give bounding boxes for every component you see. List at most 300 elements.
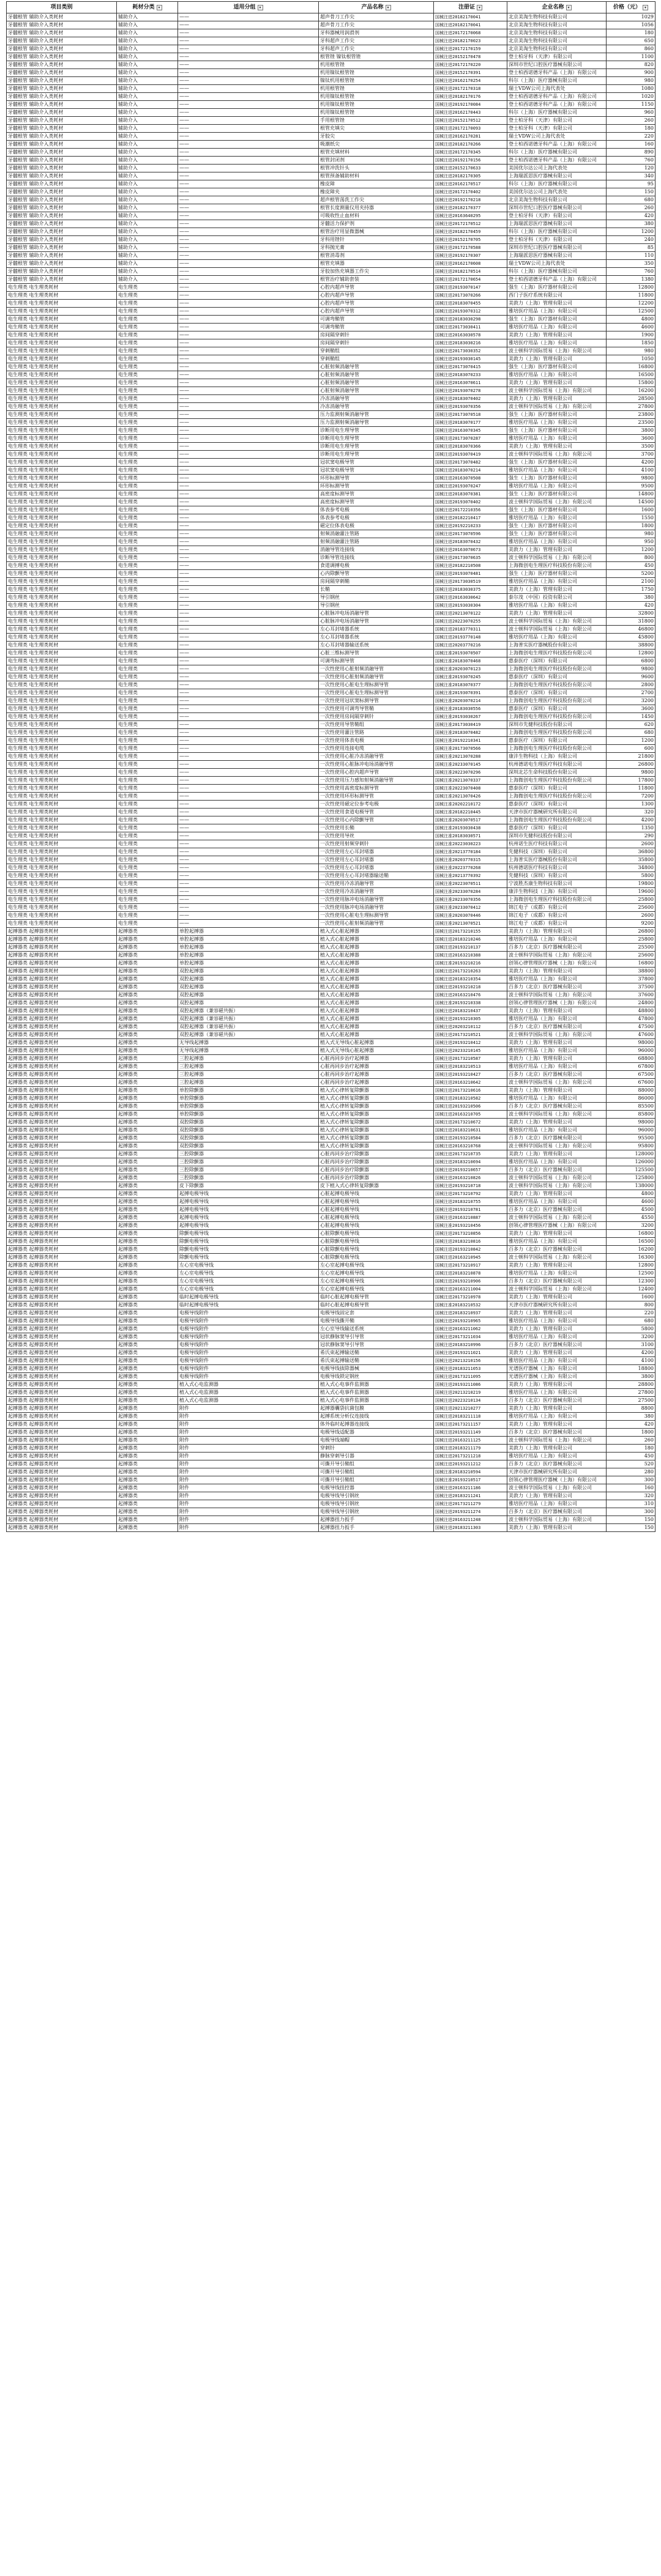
cell-consumable-class[interactable]: 电生理类 bbox=[117, 777, 178, 785]
cell-product-name[interactable]: 根管冲洗针头 bbox=[319, 165, 434, 172]
cell-price[interactable]: 38800 bbox=[607, 968, 655, 975]
cell-price[interactable]: 9800 bbox=[607, 475, 655, 483]
cell-company-name[interactable]: 百多力（北京）医疗器械有限公司 bbox=[507, 1023, 607, 1031]
cell-registration-cert[interactable]: 国械注进20162170443 bbox=[434, 109, 507, 117]
cell-price[interactable]: 760 bbox=[607, 157, 655, 165]
cell-price[interactable]: 1100 bbox=[607, 53, 655, 61]
cell-consumable-class[interactable]: 辅助介入 bbox=[117, 228, 178, 236]
cell-price[interactable]: 19800 bbox=[607, 880, 655, 888]
cell-project-category[interactable]: 起搏器类 起搏器类耗材 bbox=[7, 928, 117, 936]
cell-project-category[interactable]: 起搏器类 起搏器类耗材 bbox=[7, 944, 117, 952]
cell-product-name[interactable]: 吸潮纸尖 bbox=[319, 141, 434, 149]
cell-company-name[interactable]: 百多力（北京）医疗器械有限公司 bbox=[507, 1508, 607, 1516]
cell-project-category[interactable]: 电生理类 电生理类耗材 bbox=[7, 705, 117, 713]
cell-applicable-group[interactable]: 附件 bbox=[178, 1460, 319, 1468]
cell-applicable-group[interactable]: 起搏电极导线 bbox=[178, 1206, 319, 1214]
cell-company-name[interactable]: 波士顿科学国际贸易（上海）有限公司 bbox=[507, 626, 607, 634]
cell-project-category[interactable]: 起搏器类 起搏器类耗材 bbox=[7, 1437, 117, 1445]
cell-price[interactable]: 128000 bbox=[607, 1150, 655, 1158]
cell-price[interactable]: 900 bbox=[607, 69, 655, 77]
cell-registration-cert[interactable]: 国械注准20193030267 bbox=[434, 713, 507, 721]
cell-project-category[interactable]: 起搏器类 起搏器类耗材 bbox=[7, 1134, 117, 1142]
cell-product-name[interactable]: 牙髓活力保护剂 bbox=[319, 220, 434, 228]
cell-registration-cert[interactable]: 国械注进20173210735 bbox=[434, 1150, 507, 1158]
cell-consumable-class[interactable]: 电生理类 bbox=[117, 626, 178, 634]
cell-registration-cert[interactable]: 国械注进20183211241 bbox=[434, 1492, 507, 1500]
cell-consumable-class[interactable]: 辅助介入 bbox=[117, 53, 178, 61]
cell-consumable-class[interactable]: 辅助介入 bbox=[117, 133, 178, 141]
cell-product-name[interactable]: 植入式心电事件监测器 bbox=[319, 1389, 434, 1397]
cell-company-name[interactable]: 强生（上海）医疗器材有限公司 bbox=[507, 459, 607, 467]
cell-price[interactable]: 1550 bbox=[607, 514, 655, 522]
cell-price[interactable]: 150 bbox=[607, 188, 655, 196]
cell-consumable-class[interactable]: 辅助介入 bbox=[117, 252, 178, 260]
cell-project-category[interactable]: 起搏器类 起搏器类耗材 bbox=[7, 1333, 117, 1341]
cell-applicable-group[interactable]: —— bbox=[178, 93, 319, 101]
cell-applicable-group[interactable]: 单腔除颤器 bbox=[178, 1103, 319, 1111]
cell-product-name[interactable]: 根管消毒剂 bbox=[319, 252, 434, 260]
cell-consumable-class[interactable]: 辅助介入 bbox=[117, 157, 178, 165]
cell-consumable-class[interactable]: 电生理类 bbox=[117, 514, 178, 522]
cell-company-name[interactable]: 北京美淘生物科技有限公司 bbox=[507, 29, 607, 37]
cell-company-name[interactable]: 科尔（上海）医疗器械有限公司 bbox=[507, 77, 607, 85]
cell-registration-cert[interactable]: 国械注准20193210338 bbox=[434, 999, 507, 1007]
cell-registration-cert[interactable]: 国械注进20162170254 bbox=[434, 77, 507, 85]
cell-registration-cert[interactable]: 国械注进20183070366 bbox=[434, 443, 507, 451]
cell-registration-cert[interactable]: 国械注进20163210768 bbox=[434, 1142, 507, 1150]
cell-consumable-class[interactable]: 电生理类 bbox=[117, 554, 178, 562]
cell-product-name[interactable]: 机用镍钛根管锉 bbox=[319, 109, 434, 117]
cell-registration-cert[interactable]: 国械注进20163211125 bbox=[434, 1437, 507, 1445]
cell-price[interactable]: 15800 bbox=[607, 379, 655, 387]
cell-project-category[interactable]: 电生理类 电生理类耗材 bbox=[7, 483, 117, 490]
cell-project-category[interactable]: 电生理类 电生理类耗材 bbox=[7, 538, 117, 546]
cell-applicable-group[interactable]: 单腔起搏器 bbox=[178, 928, 319, 936]
cell-applicable-group[interactable]: 电极导线附件 bbox=[178, 1357, 319, 1365]
filter-dropdown-icon[interactable]: ▾ bbox=[566, 5, 572, 10]
cell-product-name[interactable]: 电极导线导引钢丝 bbox=[319, 1508, 434, 1516]
cell-registration-cert[interactable]: 国械注进20173210587 bbox=[434, 1055, 507, 1063]
cell-product-name[interactable]: 心内除颤导管 bbox=[319, 570, 434, 578]
cell-consumable-class[interactable]: 电生理类 bbox=[117, 363, 178, 371]
cell-price[interactable]: 24800 bbox=[607, 999, 655, 1007]
cell-company-name[interactable]: 雅培医疗用品（上海）有限公司 bbox=[507, 1500, 607, 1508]
cell-applicable-group[interactable]: —— bbox=[178, 69, 319, 77]
cell-applicable-group[interactable]: 起搏电极导线 bbox=[178, 1214, 319, 1222]
cell-applicable-group[interactable]: —— bbox=[178, 157, 319, 165]
cell-product-name[interactable]: 心脏再同步治疗起搏器 bbox=[319, 1079, 434, 1087]
cell-price[interactable]: 4550 bbox=[607, 1214, 655, 1222]
cell-consumable-class[interactable]: 电生理类 bbox=[117, 562, 178, 570]
cell-company-name[interactable]: 惠泰医疗（深圳）有限公司 bbox=[507, 737, 607, 745]
cell-project-category[interactable]: 电生理类 电生理类耗材 bbox=[7, 872, 117, 880]
cell-project-category[interactable]: 起搏器类 起搏器类耗材 bbox=[7, 1421, 117, 1429]
cell-project-category[interactable]: 电生理类 电生理类耗材 bbox=[7, 387, 117, 395]
cell-company-name[interactable]: 美敦力（上海）管理有限公司 bbox=[507, 355, 607, 363]
cell-applicable-group[interactable]: —— bbox=[178, 451, 319, 459]
cell-project-category[interactable]: 电生理类 电生理类耗材 bbox=[7, 602, 117, 610]
cell-consumable-class[interactable]: 电生理类 bbox=[117, 793, 178, 801]
cell-registration-cert[interactable]: 国械注进20193211212 bbox=[434, 1460, 507, 1468]
cell-product-name[interactable]: 可调弯标测导管 bbox=[319, 657, 434, 665]
cell-registration-cert[interactable]: 国械注进20182170377 bbox=[434, 204, 507, 212]
cell-price[interactable]: 47600 bbox=[607, 1031, 655, 1039]
cell-price[interactable]: 1800 bbox=[607, 1429, 655, 1437]
cell-company-name[interactable]: 美敦力（上海）管理有限公司 bbox=[507, 586, 607, 594]
cell-consumable-class[interactable]: 电生理类 bbox=[117, 634, 178, 642]
cell-product-name[interactable]: 植入式心脏起搏器 bbox=[319, 1015, 434, 1023]
cell-consumable-class[interactable]: 电生理类 bbox=[117, 705, 178, 713]
cell-consumable-class[interactable]: 起搏器类 bbox=[117, 1174, 178, 1182]
cell-consumable-class[interactable]: 电生理类 bbox=[117, 459, 178, 467]
cell-applicable-group[interactable]: —— bbox=[178, 832, 319, 840]
cell-applicable-group[interactable]: —— bbox=[178, 753, 319, 761]
cell-price[interactable]: 180 bbox=[607, 125, 655, 133]
cell-price[interactable]: 95500 bbox=[607, 1134, 655, 1142]
cell-project-category[interactable]: 电生理类 电生理类耗材 bbox=[7, 618, 117, 626]
cell-project-category[interactable]: 牙髓根管 辅助介入类耗材 bbox=[7, 157, 117, 165]
cell-applicable-group[interactable]: 三腔起搏器 bbox=[178, 1071, 319, 1079]
cell-company-name[interactable]: 雅培医疗用品（上海）有限公司 bbox=[507, 483, 607, 490]
cell-registration-cert[interactable]: 国械注准20183210594 bbox=[434, 1468, 507, 1476]
cell-price[interactable]: 4200 bbox=[607, 459, 655, 467]
cell-applicable-group[interactable]: —— bbox=[178, 785, 319, 793]
cell-consumable-class[interactable]: 电生理类 bbox=[117, 411, 178, 419]
cell-product-name[interactable]: 导引钢丝 bbox=[319, 602, 434, 610]
cell-consumable-class[interactable]: 起搏器类 bbox=[117, 1238, 178, 1246]
cell-project-category[interactable]: 起搏器类 起搏器类耗材 bbox=[7, 1055, 117, 1063]
cell-price[interactable]: 5800 bbox=[607, 872, 655, 880]
cell-price[interactable]: 1900 bbox=[607, 331, 655, 339]
cell-product-name[interactable]: 超声根管荡洗工作尖 bbox=[319, 196, 434, 204]
cell-project-category[interactable]: 起搏器类 起搏器类耗材 bbox=[7, 1429, 117, 1437]
cell-price[interactable]: 3800 bbox=[607, 1373, 655, 1381]
cell-consumable-class[interactable]: 电生理类 bbox=[117, 832, 178, 840]
cell-project-category[interactable]: 起搏器类 起搏器类耗材 bbox=[7, 1516, 117, 1524]
cell-product-name[interactable]: 心脏再同步治疗起搏器 bbox=[319, 1055, 434, 1063]
cell-product-name[interactable]: 希氏束起搏输送鞘 bbox=[319, 1357, 434, 1365]
cell-project-category[interactable]: 起搏器类 起搏器类耗材 bbox=[7, 1325, 117, 1333]
cell-registration-cert[interactable]: 国械注准20202210172 bbox=[434, 801, 507, 809]
cell-registration-cert[interactable]: 国械注准20223770268 bbox=[434, 864, 507, 872]
cell-consumable-class[interactable]: 辅助介入 bbox=[117, 212, 178, 220]
cell-company-name[interactable]: 波士顿科学国际贸易（上海）有限公司 bbox=[507, 451, 607, 459]
cell-product-name[interactable]: 超声骨刀工作尖 bbox=[319, 13, 434, 21]
cell-product-name[interactable]: 左心耳封堵器输送系统 bbox=[319, 642, 434, 650]
cell-applicable-group[interactable]: 双腔起搏器（兼容磁共振） bbox=[178, 1015, 319, 1023]
cell-applicable-group[interactable]: —— bbox=[178, 212, 319, 220]
cell-project-category[interactable]: 电生理类 电生理类耗材 bbox=[7, 824, 117, 832]
cell-applicable-group[interactable]: 单腔起搏器 bbox=[178, 960, 319, 968]
cell-company-name[interactable]: 美敦力（上海）管理有限公司 bbox=[507, 968, 607, 975]
cell-company-name[interactable]: 美敦力（上海）管理有限公司 bbox=[507, 1087, 607, 1095]
cell-applicable-group[interactable]: —— bbox=[178, 244, 319, 252]
cell-product-name[interactable]: 心脏起搏电极导线 bbox=[319, 1190, 434, 1198]
cell-price[interactable]: 16800 bbox=[607, 1230, 655, 1238]
cell-applicable-group[interactable]: —— bbox=[178, 45, 319, 53]
cell-product-name[interactable]: 植入式心律转复除颤器 bbox=[319, 1127, 434, 1134]
cell-consumable-class[interactable]: 电生理类 bbox=[117, 371, 178, 379]
cell-registration-cert[interactable]: 国械注进20172210356 bbox=[434, 506, 507, 514]
cell-applicable-group[interactable]: —— bbox=[178, 459, 319, 467]
cell-registration-cert[interactable]: 国械注准20223030223 bbox=[434, 840, 507, 848]
cell-product-name[interactable]: 一次性使用冠状窦标测导管 bbox=[319, 697, 434, 705]
cell-price[interactable]: 26800 bbox=[607, 928, 655, 936]
cell-consumable-class[interactable]: 辅助介入 bbox=[117, 13, 178, 21]
cell-project-category[interactable]: 电生理类 电生理类耗材 bbox=[7, 769, 117, 777]
cell-company-name[interactable]: 登士柏牙科（天津）有限公司 bbox=[507, 53, 607, 61]
cell-project-category[interactable]: 起搏器类 起搏器类耗材 bbox=[7, 1071, 117, 1079]
cell-consumable-class[interactable]: 电生理类 bbox=[117, 546, 178, 554]
cell-consumable-class[interactable]: 辅助介入 bbox=[117, 204, 178, 212]
cell-product-name[interactable]: 射频消融灌注管路 bbox=[319, 530, 434, 538]
cell-product-name[interactable]: 牙科超声工作尖 bbox=[319, 37, 434, 45]
cell-company-name[interactable]: 上海普实医疗器械股份有限公司 bbox=[507, 642, 607, 650]
cell-consumable-class[interactable]: 辅助介入 bbox=[117, 77, 178, 85]
cell-product-name[interactable]: 机用镍钛根管锉 bbox=[319, 69, 434, 77]
cell-project-category[interactable]: 电生理类 电生理类耗材 bbox=[7, 379, 117, 387]
cell-registration-cert[interactable]: 国械注进20162170608 bbox=[434, 260, 507, 268]
cell-project-category[interactable]: 起搏器类 起搏器类耗材 bbox=[7, 1103, 117, 1111]
cell-company-name[interactable]: 创领心律管理医疗器械（上海）有限公司 bbox=[507, 1222, 607, 1230]
cell-project-category[interactable]: 电生理类 电生理类耗材 bbox=[7, 912, 117, 920]
cell-company-name[interactable]: 强生（上海）医疗器材有限公司 bbox=[507, 427, 607, 435]
cell-registration-cert[interactable]: 国械注进20172170345 bbox=[434, 149, 507, 157]
cell-company-name[interactable]: 强生（上海）医疗器材有限公司 bbox=[507, 490, 607, 498]
cell-company-name[interactable]: 雅培医疗用品（上海）有限公司 bbox=[507, 1063, 607, 1071]
cell-registration-cert[interactable]: 国械注进20193210842 bbox=[434, 1246, 507, 1254]
cell-consumable-class[interactable]: 辅助介入 bbox=[117, 45, 178, 53]
cell-project-category[interactable]: 牙髓根管 辅助介入类耗材 bbox=[7, 212, 117, 220]
cell-price[interactable]: 95800 bbox=[607, 1142, 655, 1150]
cell-registration-cert[interactable]: 国械注进20182170023 bbox=[434, 37, 507, 45]
cell-product-name[interactable]: 一次性使用左心耳封堵器 bbox=[319, 856, 434, 864]
cell-product-name[interactable]: 一次性使用可调弯导管鞘 bbox=[319, 705, 434, 713]
cell-price[interactable]: 85500 bbox=[607, 1103, 655, 1111]
cell-registration-cert[interactable]: 国械注进20193210412 bbox=[434, 1039, 507, 1047]
cell-project-category[interactable]: 电生理类 电生理类耗材 bbox=[7, 753, 117, 761]
cell-product-name[interactable]: 植入式无导线心脏起搏器 bbox=[319, 1039, 434, 1047]
cell-applicable-group[interactable]: 植入式心电监测器 bbox=[178, 1397, 319, 1405]
cell-company-name[interactable]: 登士柏牙科（天津）有限公司 bbox=[507, 236, 607, 244]
cell-product-name[interactable]: 根管长度测量仪用夹持器 bbox=[319, 204, 434, 212]
cell-registration-cert[interactable]: 国械注进20203210112 bbox=[434, 1023, 507, 1031]
cell-company-name[interactable]: 科尔（上海）医疗器械有限公司 bbox=[507, 268, 607, 276]
cell-consumable-class[interactable]: 辅助介入 bbox=[117, 220, 178, 228]
cell-company-name[interactable]: 强生（上海）医疗器材有限公司 bbox=[507, 530, 607, 538]
cell-consumable-class[interactable]: 起搏器类 bbox=[117, 1397, 178, 1405]
cell-company-name[interactable]: 波士顿科学国际贸易（上海）有限公司 bbox=[507, 618, 607, 626]
cell-project-category[interactable]: 牙髓根管 辅助介入类耗材 bbox=[7, 276, 117, 284]
cell-project-category[interactable]: 电生理类 电生理类耗材 bbox=[7, 737, 117, 745]
cell-applicable-group[interactable]: 附件 bbox=[178, 1437, 319, 1445]
cell-registration-cert[interactable]: 国械注进20183070432 bbox=[434, 538, 507, 546]
cell-registration-cert[interactable]: 国械注进20193210305 bbox=[434, 1015, 507, 1023]
cell-project-category[interactable]: 电生理类 电生理类耗材 bbox=[7, 801, 117, 809]
cell-project-category[interactable]: 起搏器类 起搏器类耗材 bbox=[7, 1508, 117, 1516]
cell-price[interactable]: 860 bbox=[607, 45, 655, 53]
cell-consumable-class[interactable]: 电生理类 bbox=[117, 355, 178, 363]
cell-price[interactable]: 9500 bbox=[607, 483, 655, 490]
cell-registration-cert[interactable]: 国械注进20193211086 bbox=[434, 1381, 507, 1389]
cell-price[interactable]: 8800 bbox=[607, 1405, 655, 1413]
cell-applicable-group[interactable]: —— bbox=[178, 514, 319, 522]
cell-consumable-class[interactable]: 起搏器类 bbox=[117, 1508, 178, 1516]
cell-applicable-group[interactable]: 左心室电极导线 bbox=[178, 1270, 319, 1278]
cell-company-name[interactable]: 美敦力（上海）管理有限公司 bbox=[507, 1325, 607, 1333]
cell-product-name[interactable]: 一次性使用导管鞘组 bbox=[319, 721, 434, 729]
cell-applicable-group[interactable]: 附件 bbox=[178, 1492, 319, 1500]
cell-company-name[interactable]: 波士顿科学国际贸易（上海）有限公司 bbox=[507, 347, 607, 355]
cell-company-name[interactable]: 美敦力（上海）管理有限公司 bbox=[507, 1349, 607, 1357]
cell-product-name[interactable]: 心脏再同步治疗除颤器 bbox=[319, 1174, 434, 1182]
cell-consumable-class[interactable]: 起搏器类 bbox=[117, 1325, 178, 1333]
cell-price[interactable]: 220 bbox=[607, 133, 655, 141]
cell-price[interactable]: 680 bbox=[607, 1317, 655, 1325]
cell-price[interactable]: 4200 bbox=[607, 816, 655, 824]
cell-company-name[interactable]: 雅培医疗用品（上海）有限公司 bbox=[507, 1389, 607, 1397]
cell-applicable-group[interactable]: 双腔起搏器（兼容磁共振） bbox=[178, 1031, 319, 1039]
cell-price[interactable]: 420 bbox=[607, 1421, 655, 1429]
cell-consumable-class[interactable]: 起搏器类 bbox=[117, 1127, 178, 1134]
cell-product-name[interactable]: 心脏除颤电极导线 bbox=[319, 1246, 434, 1254]
cell-consumable-class[interactable]: 电生理类 bbox=[117, 292, 178, 300]
cell-project-category[interactable]: 起搏器类 起搏器类耗材 bbox=[7, 1198, 117, 1206]
cell-product-name[interactable]: 植入式心脏起搏器 bbox=[319, 1007, 434, 1015]
cell-company-name[interactable]: 雅培医疗用品（上海）有限公司 bbox=[507, 1333, 607, 1341]
cell-price[interactable]: 12300 bbox=[607, 1278, 655, 1286]
cell-project-category[interactable]: 牙髓根管 辅助介入类耗材 bbox=[7, 180, 117, 188]
cell-project-category[interactable]: 电生理类 电生理类耗材 bbox=[7, 490, 117, 498]
cell-applicable-group[interactable]: 起搏电极导线 bbox=[178, 1190, 319, 1198]
cell-registration-cert[interactable]: 国械注进20182170041 bbox=[434, 13, 507, 21]
cell-consumable-class[interactable]: 电生理类 bbox=[117, 387, 178, 395]
cell-product-name[interactable]: 植入式心电事件监测器 bbox=[319, 1381, 434, 1389]
cell-consumable-class[interactable]: 起搏器类 bbox=[117, 1206, 178, 1214]
cell-company-name[interactable]: 先健科技（深圳）有限公司 bbox=[507, 872, 607, 880]
cell-product-name[interactable]: 心腔内超声导管 bbox=[319, 308, 434, 316]
cell-project-category[interactable]: 起搏器类 起搏器类耗材 bbox=[7, 960, 117, 968]
cell-product-name[interactable]: 心脏起搏电极导线 bbox=[319, 1206, 434, 1214]
cell-consumable-class[interactable]: 电生理类 bbox=[117, 610, 178, 618]
cell-price[interactable]: 150 bbox=[607, 1516, 655, 1524]
cell-consumable-class[interactable]: 起搏器类 bbox=[117, 1468, 178, 1476]
cell-consumable-class[interactable]: 辅助介入 bbox=[117, 29, 178, 37]
cell-price[interactable]: 3200 bbox=[607, 697, 655, 705]
cell-price[interactable]: 18800 bbox=[607, 1365, 655, 1373]
cell-consumable-class[interactable]: 电生理类 bbox=[117, 594, 178, 602]
cell-price[interactable]: 3800 bbox=[607, 427, 655, 435]
cell-price[interactable]: 3700 bbox=[607, 451, 655, 459]
cell-price[interactable]: 2600 bbox=[607, 840, 655, 848]
cell-registration-cert[interactable]: 国械注进20183210354 bbox=[434, 975, 507, 983]
cell-registration-cert[interactable]: 国械注进20182170176 bbox=[434, 93, 507, 101]
cell-product-name[interactable]: 电极导线导引钢丝 bbox=[319, 1492, 434, 1500]
cell-company-name[interactable]: 美敦力（上海）管理有限公司 bbox=[507, 1007, 607, 1015]
cell-applicable-group[interactable]: —— bbox=[178, 586, 319, 594]
cell-company-name[interactable]: 锦江电子（成都）有限公司 bbox=[507, 904, 607, 912]
cell-applicable-group[interactable]: 双腔起搏器 bbox=[178, 983, 319, 991]
cell-registration-cert[interactable]: 国械注进20152170391 bbox=[434, 69, 507, 77]
cell-project-category[interactable]: 起搏器类 起搏器类耗材 bbox=[7, 1222, 117, 1230]
cell-project-category[interactable]: 牙髓根管 辅助介入类耗材 bbox=[7, 29, 117, 37]
cell-consumable-class[interactable]: 起搏器类 bbox=[117, 983, 178, 991]
cell-price[interactable]: 3200 bbox=[607, 1333, 655, 1341]
cell-applicable-group[interactable]: —— bbox=[178, 618, 319, 626]
cell-product-name[interactable]: 植入式无导线心脏起搏器 bbox=[319, 1047, 434, 1055]
cell-registration-cert[interactable]: 国械注进20183030216 bbox=[434, 339, 507, 347]
cell-project-category[interactable]: 电生理类 电生理类耗材 bbox=[7, 785, 117, 793]
cell-project-category[interactable]: 电生理类 电生理类耗材 bbox=[7, 347, 117, 355]
cell-registration-cert[interactable]: 国械注进20163210388 bbox=[434, 952, 507, 960]
cell-consumable-class[interactable]: 电生理类 bbox=[117, 721, 178, 729]
cell-company-name[interactable]: 美敦力（上海）管理有限公司 bbox=[507, 1119, 607, 1127]
cell-applicable-group[interactable]: —— bbox=[178, 292, 319, 300]
cell-product-name[interactable]: 牙胶尖 bbox=[319, 133, 434, 141]
cell-company-name[interactable]: 美敦力（上海）管理有限公司 bbox=[507, 1309, 607, 1317]
cell-price[interactable]: 98000 bbox=[607, 1039, 655, 1047]
cell-consumable-class[interactable]: 起搏器类 bbox=[117, 1500, 178, 1508]
cell-project-category[interactable]: 起搏器类 起搏器类耗材 bbox=[7, 1389, 117, 1397]
cell-project-category[interactable]: 起搏器类 起搏器类耗材 bbox=[7, 1357, 117, 1365]
cell-registration-cert[interactable]: 国械注准20192210341 bbox=[434, 737, 507, 745]
cell-registration-cert[interactable]: 国械注准20213770184 bbox=[434, 848, 507, 856]
cell-company-name[interactable]: 波士顿科学国际贸易（上海）有限公司 bbox=[507, 1031, 607, 1039]
cell-applicable-group[interactable]: —— bbox=[178, 610, 319, 618]
cell-price[interactable]: 1600 bbox=[607, 1294, 655, 1301]
cell-consumable-class[interactable]: 起搏器类 bbox=[117, 975, 178, 983]
cell-registration-cert[interactable]: 国械注进20183210437 bbox=[434, 1007, 507, 1015]
cell-registration-cert[interactable]: 国械注进20173210263 bbox=[434, 968, 507, 975]
cell-applicable-group[interactable]: —— bbox=[178, 912, 319, 920]
cell-product-name[interactable]: 心脏脉冲电场消融导管 bbox=[319, 610, 434, 618]
cell-product-name[interactable]: 可撕开导引鞘组 bbox=[319, 1468, 434, 1476]
cell-registration-cert[interactable]: 国械注进20183210755 bbox=[434, 1198, 507, 1206]
cell-registration-cert[interactable]: 国械注进20183210816 bbox=[434, 1238, 507, 1246]
cell-consumable-class[interactable]: 电生理类 bbox=[117, 745, 178, 753]
cell-registration-cert[interactable]: 国械注进20213210219 bbox=[434, 1389, 507, 1397]
cell-applicable-group[interactable]: —— bbox=[178, 324, 319, 331]
cell-company-name[interactable]: 科尔（上海）医疗器械有限公司 bbox=[507, 228, 607, 236]
cell-company-name[interactable]: 强生（上海）医疗器材有限公司 bbox=[507, 411, 607, 419]
cell-project-category[interactable]: 起搏器类 起搏器类耗材 bbox=[7, 1453, 117, 1460]
cell-registration-cert[interactable]: 国械注进20163211248 bbox=[434, 1516, 507, 1524]
cell-product-name[interactable]: 植入式心脏起搏器 bbox=[319, 983, 434, 991]
cell-price[interactable]: 45800 bbox=[607, 634, 655, 642]
cell-consumable-class[interactable]: 电生理类 bbox=[117, 665, 178, 673]
cell-product-name[interactable]: 压力监测射频消融导管 bbox=[319, 419, 434, 427]
cell-project-category[interactable]: 电生理类 电生理类耗材 bbox=[7, 451, 117, 459]
cell-project-category[interactable]: 电生理类 电生理类耗材 bbox=[7, 793, 117, 801]
cell-price[interactable]: 3600 bbox=[607, 705, 655, 713]
cell-project-category[interactable]: 电生理类 电生理类耗材 bbox=[7, 848, 117, 856]
cell-registration-cert[interactable]: 国械注进20193070312 bbox=[434, 308, 507, 316]
cell-consumable-class[interactable]: 起搏器类 bbox=[117, 1389, 178, 1397]
filter-dropdown-icon[interactable]: ▾ bbox=[643, 5, 648, 10]
cell-product-name[interactable]: 植入式心律转复除颤器 bbox=[319, 1142, 434, 1150]
cell-project-category[interactable]: 牙髓根管 辅助介入类耗材 bbox=[7, 117, 117, 125]
cell-product-name[interactable]: 冷冻消融导管 bbox=[319, 403, 434, 411]
cell-company-name[interactable]: 强生（上海）医疗器材有限公司 bbox=[507, 284, 607, 292]
cell-applicable-group[interactable]: —— bbox=[178, 594, 319, 602]
cell-consumable-class[interactable]: 辅助介入 bbox=[117, 236, 178, 244]
cell-registration-cert[interactable]: 国械注进20183070214 bbox=[434, 467, 507, 475]
cell-price[interactable]: 3600 bbox=[607, 435, 655, 443]
cell-product-name[interactable]: 植入式心脏起搏器 bbox=[319, 952, 434, 960]
cell-product-name[interactable]: 心脏起搏电极导线 bbox=[319, 1198, 434, 1206]
cell-registration-cert[interactable]: 国械注进20183211118 bbox=[434, 1413, 507, 1421]
cell-consumable-class[interactable]: 起搏器类 bbox=[117, 1484, 178, 1492]
